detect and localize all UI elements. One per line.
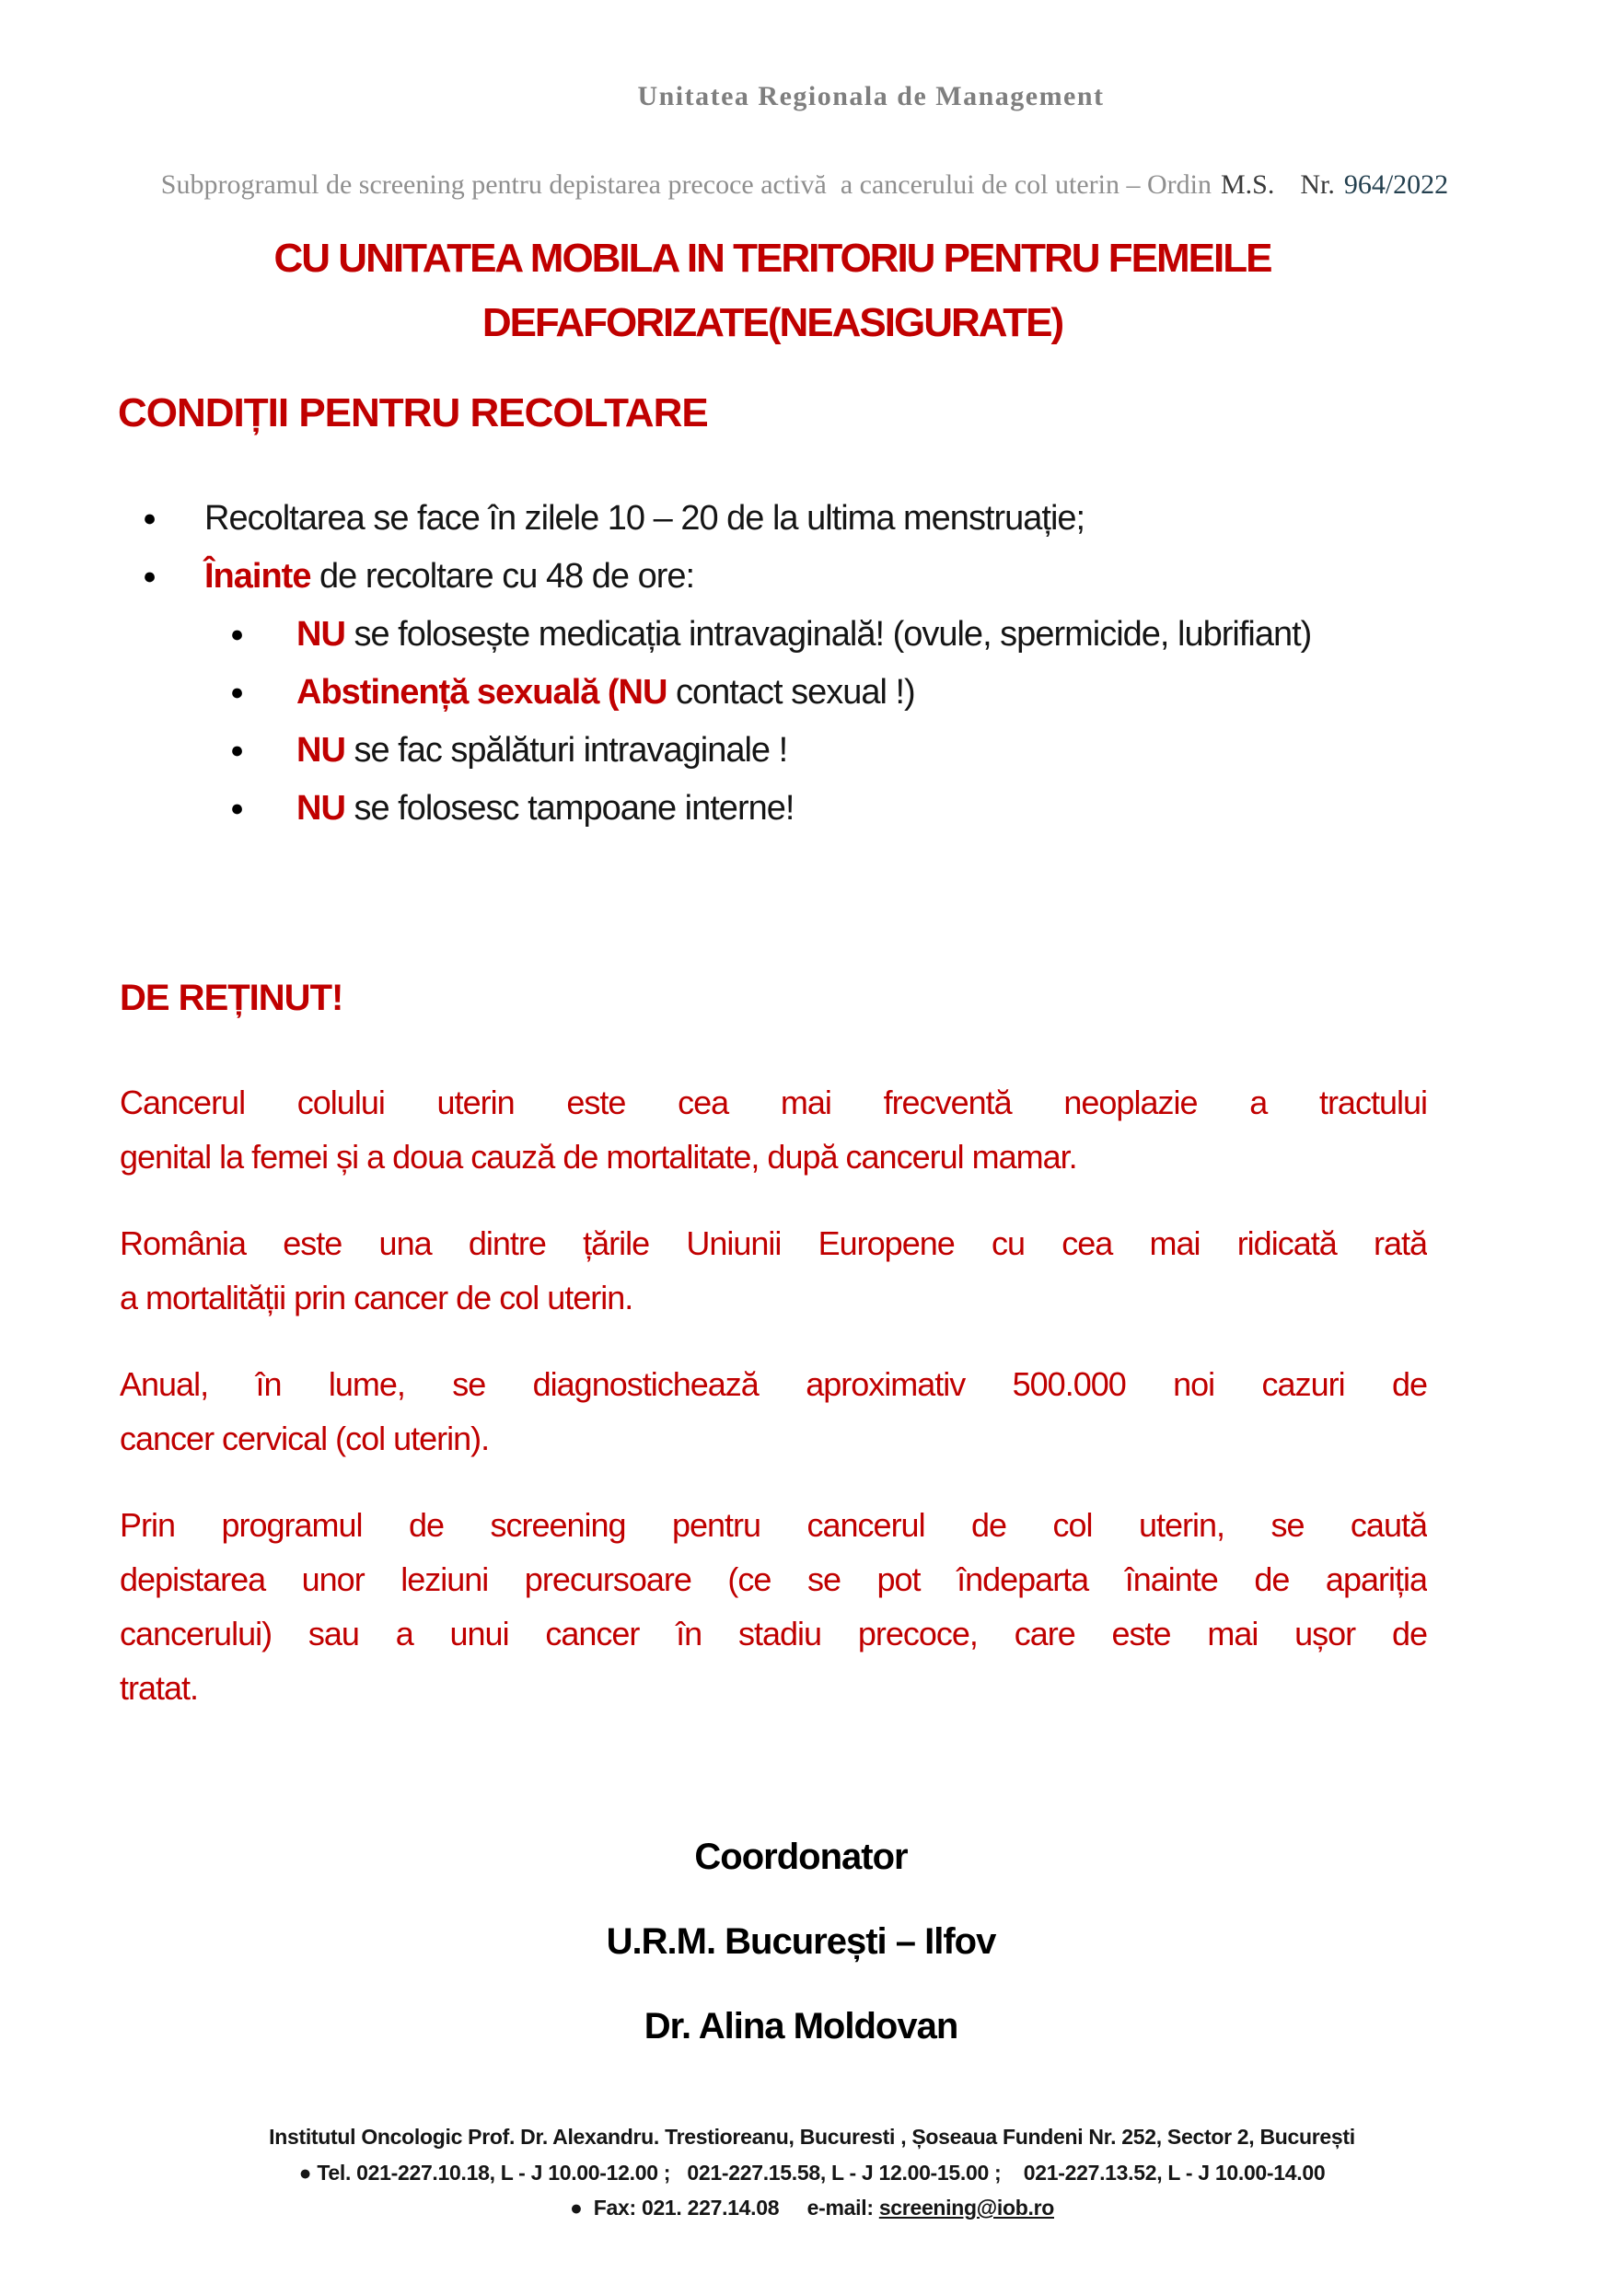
paragraph-line: depistarea unor leziuni precursoare (ce se pot îndeparta înainte de apariția — [120, 1560, 1427, 1598]
condition-highlight: Abstinență sexuală (NU — [296, 673, 667, 712]
condition-item — [0, 780, 1565, 838]
bullet-icon: ● — [230, 679, 245, 705]
signature-role: Coordonator — [694, 1837, 908, 1877]
bullet-icon: ● — [230, 621, 245, 647]
signature-org: U.R.M. București – Ilfov — [606, 1921, 996, 1962]
footer-address: Institutul Oncologic Prof. Dr. Alexandru. Trestioreanu, Bucuresti , Șoseaua Fundeni Nr. 252, Sector 2, București — [269, 2125, 1355, 2149]
condition-highlight: Înainte — [204, 557, 311, 596]
condition-text: Abstinență sexuală (NU contact sexual !) — [296, 673, 915, 712]
email-link[interactable]: screening@iob.ro — [878, 2196, 1054, 2220]
note-heading: DE REȚINUT! — [120, 978, 343, 1018]
subtitle-number-label: Nr. — [1300, 169, 1335, 200]
signature-name: Dr. Alina Moldovan — [644, 2006, 958, 2046]
paragraph-line: Cancerul colului uterin este cea mai frecventă neoplazie a tractului — [120, 1084, 1427, 1121]
bullet-icon: ● — [230, 737, 245, 763]
bullet-icon: ● — [230, 795, 245, 821]
condition-item — [0, 548, 1565, 606]
paragraph-line: Prin programul de screening pentru cancerul de col uterin, se caută — [120, 1506, 1427, 1544]
main-title-line2: DEFAFORIZATE(NEASIGURATE) — [481, 300, 1063, 345]
bullet-icon: ● — [143, 563, 157, 589]
condition-highlight: NU — [296, 789, 345, 828]
subtitle-text: Subprogramul de screening pentru depistarea precoce activă a cancerului de col uterin – Ordin — [160, 169, 1212, 200]
condition-highlight: NU — [296, 731, 345, 770]
paragraph-line: cancerului) sau a unui cancer în stadiu precoce, care este mai ușor de — [120, 1615, 1427, 1652]
subtitle-ordinance-number: 964/2022 — [1343, 169, 1449, 200]
footer-phones: ● Tel. 021-227.10.18, L - J 10.00-12.00 ; 021-227.15.58, L - J 12.00-15.00 ; 021-227.13.52, L - J 10.00-14.00 — [298, 2160, 1326, 2185]
condition-text: Recoltarea se face în zilele 10 – 20 de la ultima menstruație; — [204, 499, 1085, 538]
org-header-title: Unitatea Regionala de Management — [637, 81, 1105, 111]
signature-block — [0, 1834, 1613, 2088]
info-paragraph — [120, 1075, 1427, 1184]
paragraph-line: tratat. — [120, 1669, 199, 1707]
conditions-list — [0, 490, 1565, 838]
subtitle-ministry-abbr: M.S. — [1220, 169, 1275, 200]
paragraph-line: România este una dintre țările Uniunii Europene cu cea mai ridicată rată — [120, 1224, 1427, 1262]
paragraph-line: genital la femei și a doua cauză de mortalitate, după cancerul mamar. — [120, 1138, 1077, 1176]
condition-text: NU se fac spălături intravaginale ! — [296, 731, 788, 770]
condition-item — [0, 490, 1565, 548]
footer-fax-text: ● Fax: 021. 227.14.08 e-mail: — [570, 2196, 879, 2220]
info-paragraph — [120, 1216, 1427, 1325]
paragraph-line: cancer cervical (col uterin). — [120, 1420, 490, 1457]
main-title-line1: CU UNITATEA MOBILA IN TERITORIU PENTRU FEMEILE — [273, 236, 1271, 281]
info-paragraphs — [120, 1075, 1427, 1747]
condition-text: NU se folosește medicația intravaginală! (ovule, spermicide, lubrifiant) — [296, 615, 1312, 654]
bullet-icon: ● — [143, 505, 157, 531]
paragraph-line: a mortalității prin cancer de col uterin. — [120, 1279, 633, 1316]
condition-text: NU se folosesc tampoane interne! — [296, 789, 795, 828]
paragraph-line: Anual, în lume, se diagnostichează aproximativ 500.000 noi cazuri de — [120, 1365, 1427, 1403]
condition-item — [0, 606, 1565, 664]
condition-text: Înainte de recoltare cu 48 de ore: — [204, 557, 695, 596]
section-heading-conditions: CONDIȚII PENTRU RECOLTARE — [118, 390, 708, 435]
condition-item — [0, 722, 1565, 780]
info-paragraph — [120, 1357, 1427, 1466]
condition-highlight: NU — [296, 615, 345, 654]
info-paragraph — [120, 1498, 1427, 1715]
footer — [0, 2119, 1624, 2226]
main-title — [0, 226, 1584, 355]
footer-fax-email — [0, 2190, 1624, 2226]
program-subtitle — [0, 138, 1603, 232]
condition-item — [0, 664, 1565, 722]
